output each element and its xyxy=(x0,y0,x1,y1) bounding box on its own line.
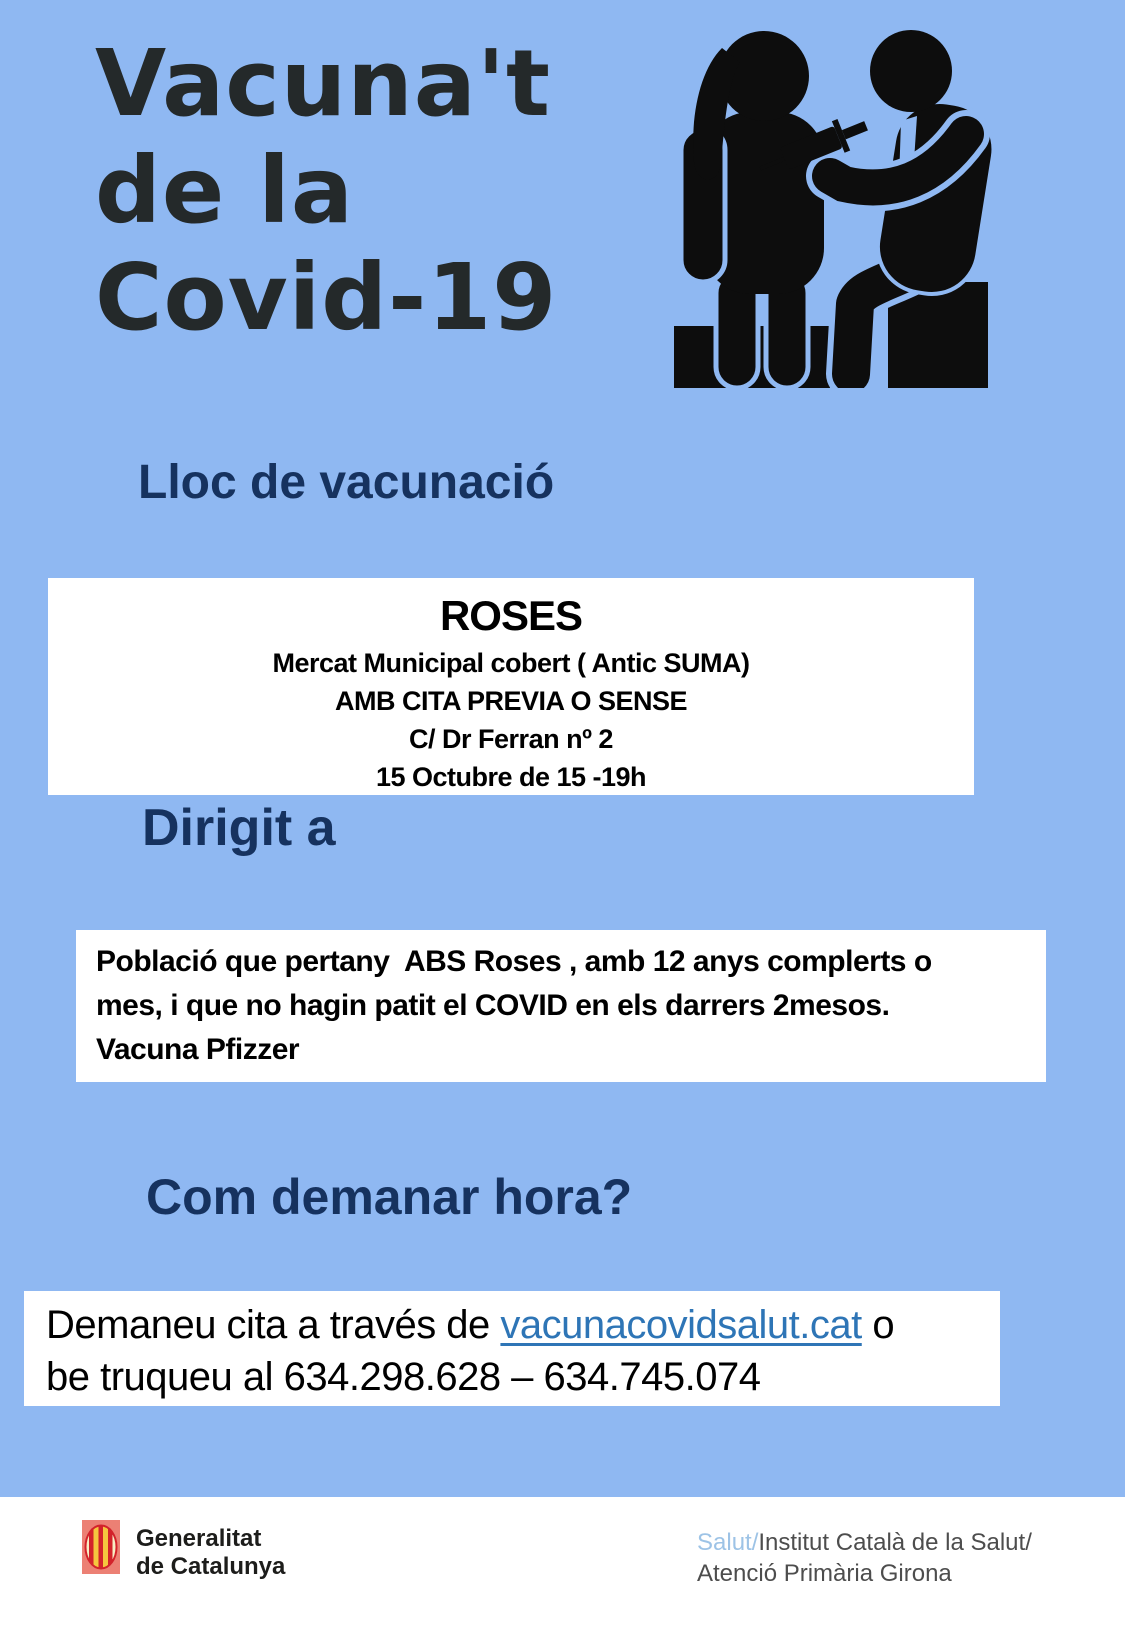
section-heading-location: Lloc de vacunació xyxy=(138,456,555,509)
generalitat-wordmark-line: de Catalunya xyxy=(136,1553,286,1580)
audience-card-line: Vacuna Pfizzer xyxy=(96,1033,300,1066)
section-heading-audience: Dirigit a xyxy=(142,799,336,857)
appointment-phone-line: be truqueu al 634.298.628 – 634.745.074 xyxy=(46,1355,761,1399)
audience-card-line: Població que pertany ABS Roses , amb 12 anys complerts o xyxy=(96,945,932,978)
poster-title-line: Vacuna't xyxy=(95,30,552,137)
audience-card xyxy=(76,930,1046,1082)
location-card-line: Mercat Municipal cobert ( Antic SUMA) xyxy=(272,648,750,678)
senyera-shield-icon xyxy=(82,1520,120,1574)
location-card-line: AMB CITA PREVIA O SENSE xyxy=(334,686,688,716)
appointment-card xyxy=(24,1291,1000,1406)
salut-wordmark: Salut/ xyxy=(697,1529,759,1556)
audience-card-line: mes, i que no hagin patit el COVID en els darrers 2mesos. xyxy=(96,989,890,1022)
institution-signature xyxy=(697,1527,1032,1589)
poster-title-line: de la xyxy=(95,137,354,244)
location-card-line: 15 Octubre de 15 -19h xyxy=(375,762,647,792)
poster-title xyxy=(95,30,557,351)
appointment-text-after-link: o xyxy=(861,1303,895,1347)
section-heading-appointment: Com demanar hora? xyxy=(146,1169,633,1225)
institution-line xyxy=(697,1527,1032,1558)
location-card-title: ROSES xyxy=(439,592,583,639)
poster-title-line: Covid-19 xyxy=(95,244,558,351)
appointment-link[interactable]: vacunacovidsalut.cat xyxy=(500,1303,862,1347)
footer xyxy=(0,1497,1125,1625)
appointment-text-before-link: Demaneu cita a través de xyxy=(46,1303,501,1347)
institution-line: Atenció Primària Girona xyxy=(697,1560,952,1587)
location-card-line: C/ Dr Ferran nº 2 xyxy=(409,724,613,754)
person-receiving-vaccine-icon xyxy=(648,26,995,388)
generalitat-wordmark-line: Generalitat xyxy=(136,1525,262,1552)
generalitat-wordmark xyxy=(136,1525,285,1581)
institution-name: Institut Català de la Salut/ xyxy=(758,1529,1032,1556)
location-card xyxy=(48,578,974,795)
